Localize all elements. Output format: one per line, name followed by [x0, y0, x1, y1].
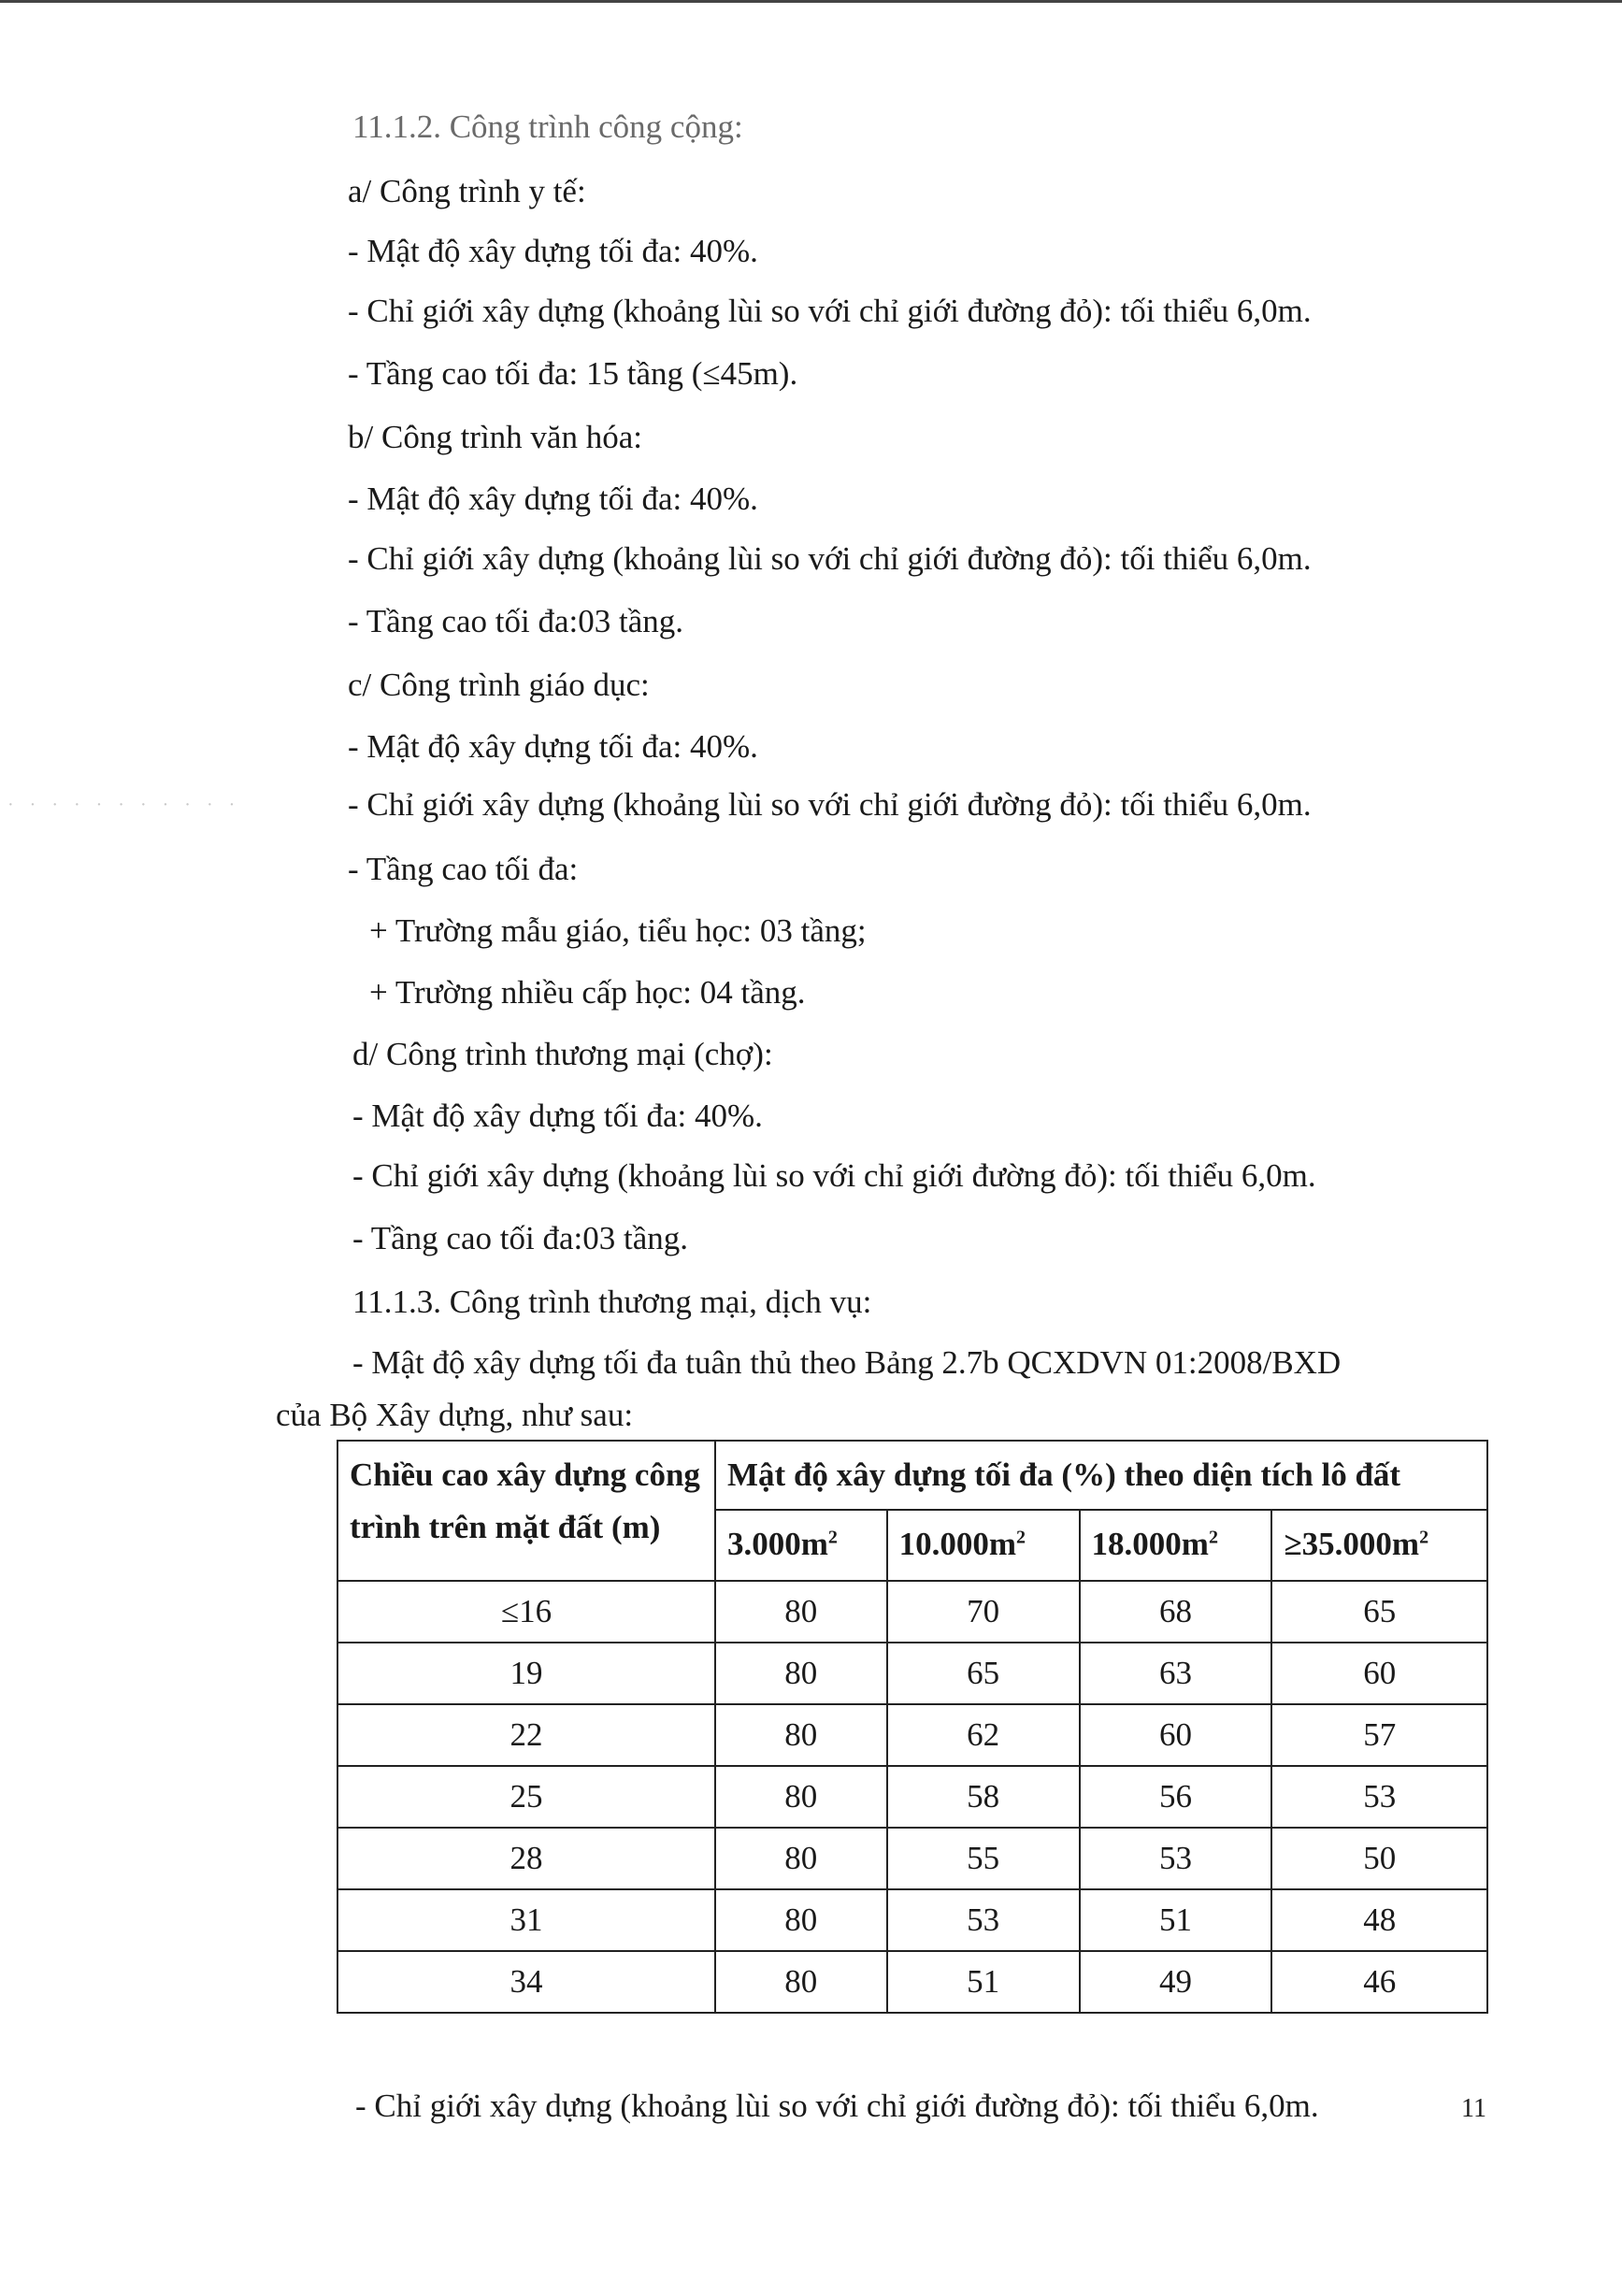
- table-cell-density: 60: [1271, 1643, 1487, 1704]
- table-row: [337, 1766, 1487, 1828]
- table-cell-density: 80: [715, 1704, 887, 1766]
- density-table: [337, 1440, 1488, 2014]
- table-cell-density: 49: [1080, 1951, 1272, 2013]
- market-item-setback: - Chỉ giới xây dựng (khoảng lùi so với chỉ giới đường đỏ): tối thiểu 6,0m.: [352, 1157, 1316, 1194]
- health-item-height: - Tầng cao tối đa: 15 tầng (≤45m).: [348, 355, 798, 392]
- market-item-height: - Tầng cao tối đa:03 tầng.: [352, 1220, 688, 1256]
- table-row: [337, 1889, 1487, 1951]
- header-building-height: Chiều cao xây dựng công trình trên mặt đất (m): [337, 1441, 715, 1581]
- table-cell-density: 53: [1271, 1766, 1487, 1828]
- lot-area-value: 3.000m: [727, 1526, 828, 1562]
- table-cell-density: 53: [1080, 1828, 1272, 1889]
- lot-area-unit-exponent: 2: [827, 1527, 838, 1548]
- education-item-height: - Tầng cao tối đa:: [348, 851, 579, 887]
- table-cell-density: 65: [1271, 1581, 1487, 1643]
- education-item-setback: - Chỉ giới xây dựng (khoảng lùi so với chỉ giới đường đỏ): tối thiểu 6,0m.: [348, 786, 1312, 823]
- table-cell-height: 34: [337, 1951, 715, 2013]
- table-cell-height: 19: [337, 1643, 715, 1704]
- table-cell-height: 28: [337, 1828, 715, 1889]
- table-cell-density: 60: [1080, 1704, 1272, 1766]
- intro-text-line-2: của Bộ Xây dựng, như sau:: [276, 1397, 634, 1433]
- table-cell-density: 63: [1080, 1643, 1272, 1704]
- lot-area-value: 18.000m: [1091, 1526, 1209, 1562]
- subheader-lot-area: [887, 1510, 1080, 1581]
- table-row: [337, 1704, 1487, 1766]
- after-table-setback: - Chỉ giới xây dựng (khoảng lùi so với chỉ giới đường đỏ): tối thiểu 6,0m.: [355, 2088, 1319, 2124]
- lot-area-unit-exponent: 2: [1419, 1527, 1429, 1548]
- culture-item-density: - Mật độ xây dựng tối đa: 40%.: [348, 481, 758, 517]
- health-item-density: - Mật độ xây dựng tối đa: 40%.: [348, 233, 758, 269]
- scan-top-edge: [0, 0, 1622, 3]
- intro-text-line-1: - Mật độ xây dựng tối đa tuân thủ theo Bảng 2.7b QCXDVN 01:2008/BXD: [352, 1344, 1342, 1381]
- education-subitem-multilevel: + Trường nhiều cấp học: 04 tầng.: [369, 974, 806, 1011]
- lot-area-unit-exponent: 2: [1208, 1527, 1218, 1548]
- lot-area-value: 10.000m: [898, 1526, 1016, 1562]
- table-cell-height: ≤16: [337, 1581, 715, 1643]
- scan-artifact: · · · · · · · · · · ·: [7, 795, 241, 815]
- table-cell-density: 50: [1271, 1828, 1487, 1889]
- table-header-row: [337, 1441, 1487, 1510]
- table-cell-density: 80: [715, 1581, 887, 1643]
- culture-item-height: - Tầng cao tối đa:03 tầng.: [348, 603, 683, 639]
- culture-item-setback: - Chỉ giới xây dựng (khoảng lùi so với chỉ giới đường đỏ): tối thiểu 6,0m.: [348, 540, 1312, 577]
- lot-area-unit-exponent: 2: [1016, 1527, 1026, 1548]
- table-cell-density: 80: [715, 1951, 887, 2013]
- table-cell-height: 25: [337, 1766, 715, 1828]
- table-cell-density: 80: [715, 1828, 887, 1889]
- health-item-setback: - Chỉ giới xây dựng (khoảng lùi so với chỉ giới đường đỏ): tối thiểu 6,0m.: [348, 293, 1312, 329]
- table-cell-density: 51: [1080, 1889, 1272, 1951]
- subsection-title-education: c/ Công trình giáo dục:: [348, 667, 650, 703]
- subheader-lot-area: [1080, 1510, 1272, 1581]
- lot-area-value: ≥35.000m: [1284, 1526, 1420, 1562]
- table-cell-density: 80: [715, 1766, 887, 1828]
- table-cell-density: 48: [1271, 1889, 1487, 1951]
- table-cell-density: 80: [715, 1889, 887, 1951]
- education-item-density: - Mật độ xây dựng tối đa: 40%.: [348, 728, 758, 765]
- subsection-title-market: d/ Công trình thương mại (chợ):: [352, 1036, 773, 1072]
- table-row: [337, 1581, 1487, 1643]
- table-cell-density: 80: [715, 1643, 887, 1704]
- subsection-title-culture: b/ Công trình văn hóa:: [348, 419, 642, 455]
- table-row: [337, 1951, 1487, 2013]
- section-heading-11-1-3: 11.1.3. Công trình thương mại, dịch vụ:: [352, 1284, 872, 1320]
- table-cell-density: 51: [887, 1951, 1080, 2013]
- table-cell-density: 68: [1080, 1581, 1272, 1643]
- table-cell-height: 22: [337, 1704, 715, 1766]
- table-row: [337, 1828, 1487, 1889]
- subsection-title-health: a/ Công trình y tế:: [348, 173, 586, 209]
- subheader-lot-area: [1271, 1510, 1487, 1581]
- table-row: [337, 1643, 1487, 1704]
- table-cell-density: 55: [887, 1828, 1080, 1889]
- table-cell-density: 58: [887, 1766, 1080, 1828]
- page-number: 11: [1461, 2094, 1486, 2123]
- header-max-density: Mật độ xây dựng tối đa (%) theo diện tích lô đất: [715, 1441, 1487, 1510]
- table-cell-density: 46: [1271, 1951, 1487, 2013]
- table-cell-height: 31: [337, 1889, 715, 1951]
- market-item-density: - Mật độ xây dựng tối đa: 40%.: [352, 1098, 763, 1134]
- table-cell-density: 70: [887, 1581, 1080, 1643]
- subheader-lot-area: [715, 1510, 887, 1581]
- table-cell-density: 53: [887, 1889, 1080, 1951]
- table-cell-density: 65: [887, 1643, 1080, 1704]
- table-cell-density: 56: [1080, 1766, 1272, 1828]
- table-cell-density: 62: [887, 1704, 1080, 1766]
- section-heading-11-1-2: 11.1.2. Công trình công cộng:: [352, 108, 743, 145]
- table-cell-density: 57: [1271, 1704, 1487, 1766]
- education-subitem-kindergarten: + Trường mẫu giáo, tiểu học: 03 tầng;: [369, 912, 867, 949]
